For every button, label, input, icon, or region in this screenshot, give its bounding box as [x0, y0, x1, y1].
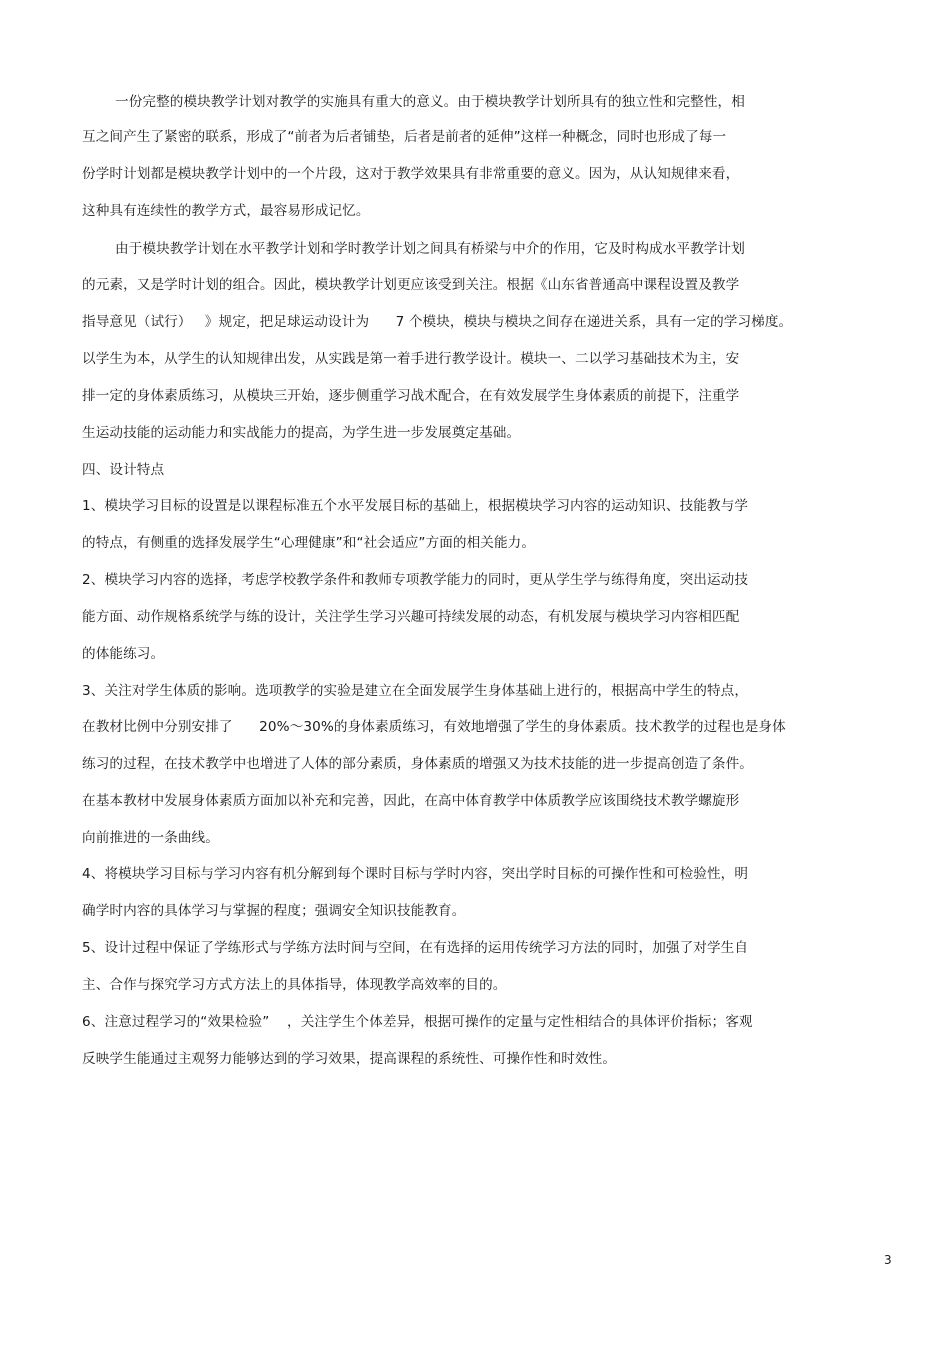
text-line: 份学时计划都是模块教学计划中的一个片段，这对于教学效果具有非常重要的意义。因为，从认知规律来看，	[82, 166, 740, 182]
text-line: 5、设计过程中保证了学练形式与学练方法时间与空间，在有选择的运用传统学习方法的同时，加强了对学生自	[82, 940, 749, 956]
text-line: 2、模块学习内容的选择，考虑学校教学条件和教师专项教学能力的同时，更从学生学与练得角度，突出运动技	[82, 572, 749, 588]
text-line: 一份完整的模块教学计划对教学的实施具有重大的意义。由于模块教学计划所具有的独立性和完整性，相	[115, 94, 745, 110]
text-line: 排一定的身体素质练习，从模块三开始，逐步侧重学习战术配合，在有效发展学生身体素质的前提下，注重学	[82, 388, 740, 404]
text-line: 生运动技能的运动能力和实战能力的提高，为学生进一步发展奠定基础。	[82, 425, 521, 441]
text-line: 4、将模块学习目标与学习内容有机分解到每个课时目标与学时内容，突出学时目标的可操作性和可检验性，明	[82, 866, 749, 882]
text-line: 确学时内容的具体学习与掌握的程度；强调安全知识技能教育。	[82, 903, 466, 919]
text-line: 1、模块学习目标的设置是以课程标准五个水平发展目标的基础上，根据模块学习内容的运动知识、技能教与学	[82, 498, 749, 514]
page-number: 3	[884, 1253, 892, 1267]
text-line: 在教材比例中分别安排了 20%～30%的身体素质练习，有效地增强了学生的身体素质。技术教学的过程也是身体	[82, 719, 786, 735]
text-line: 的元素，又是学时计划的组合。因此，模块教学计划更应该受到关注。根据《山东省普通高中课程设置及教学	[82, 277, 740, 293]
text-line: 互之间产生了紧密的联系，形成了“前者为后者铺垫，后者是前者的延伸”这样一种概念，同时也形成了每一	[82, 129, 727, 145]
text-line: 向前推进的一条曲线。	[82, 830, 219, 846]
text-line: 由于模块教学计划在水平教学计划和学时教学计划之间具有桥梁与中介的作用，它及时构成水平教学计划	[115, 241, 745, 257]
text-line: 的特点，有侧重的选择发展学生“心理健康”和“社会适应”方面的相关能力。	[82, 535, 536, 551]
section-heading: 四、设计特点	[82, 462, 165, 478]
text-line: 这种具有连续性的教学方式，最容易形成记忆。	[82, 203, 370, 219]
text-line: 的体能练习。	[82, 646, 165, 662]
text-line: 6、注意过程学习的“效果检验” ，关注学生个体差异，根据可操作的定量与定性相结合的具体评价指标；客观	[82, 1014, 753, 1030]
text-line: 能方面、动作规格系统学与练的设计，关注学生学习兴趣可持续发展的动态，有机发展与模块学习内容相匹配	[82, 609, 740, 625]
text-line: 3、关注对学生体质的影响。选项教学的实验是建立在全面发展学生身体基础上进行的，根据高中学生的特点，	[82, 683, 749, 699]
text-line: 以学生为本，从学生的认知规律出发，从实践是第一着手进行教学设计。模块一、二以学习基础技术为主，安	[82, 351, 740, 367]
text-line: 主、合作与探究学习方式方法上的具体指导，体现教学高效率的目的。	[82, 977, 507, 993]
text-line: 在基本教材中发展身体素质方面加以补充和完善，因此，在高中体育教学中体质教学应该围绕技术教学螺旋形	[82, 793, 740, 809]
text-line: 指导意见（试行） 》规定，把足球运动设计为 7 个模块，模块与模块之间存在递进关系，具有一定的学习梯度。	[82, 314, 793, 330]
text-line: 练习的过程，在技术教学中也增进了人体的部分素质，身体素质的增强又为技术技能的进一步提高创造了条件。	[82, 756, 753, 772]
text-line: 反映学生能通过主观努力能够达到的学习效果，提高课程的系统性、可操作性和时效性。	[82, 1051, 617, 1067]
